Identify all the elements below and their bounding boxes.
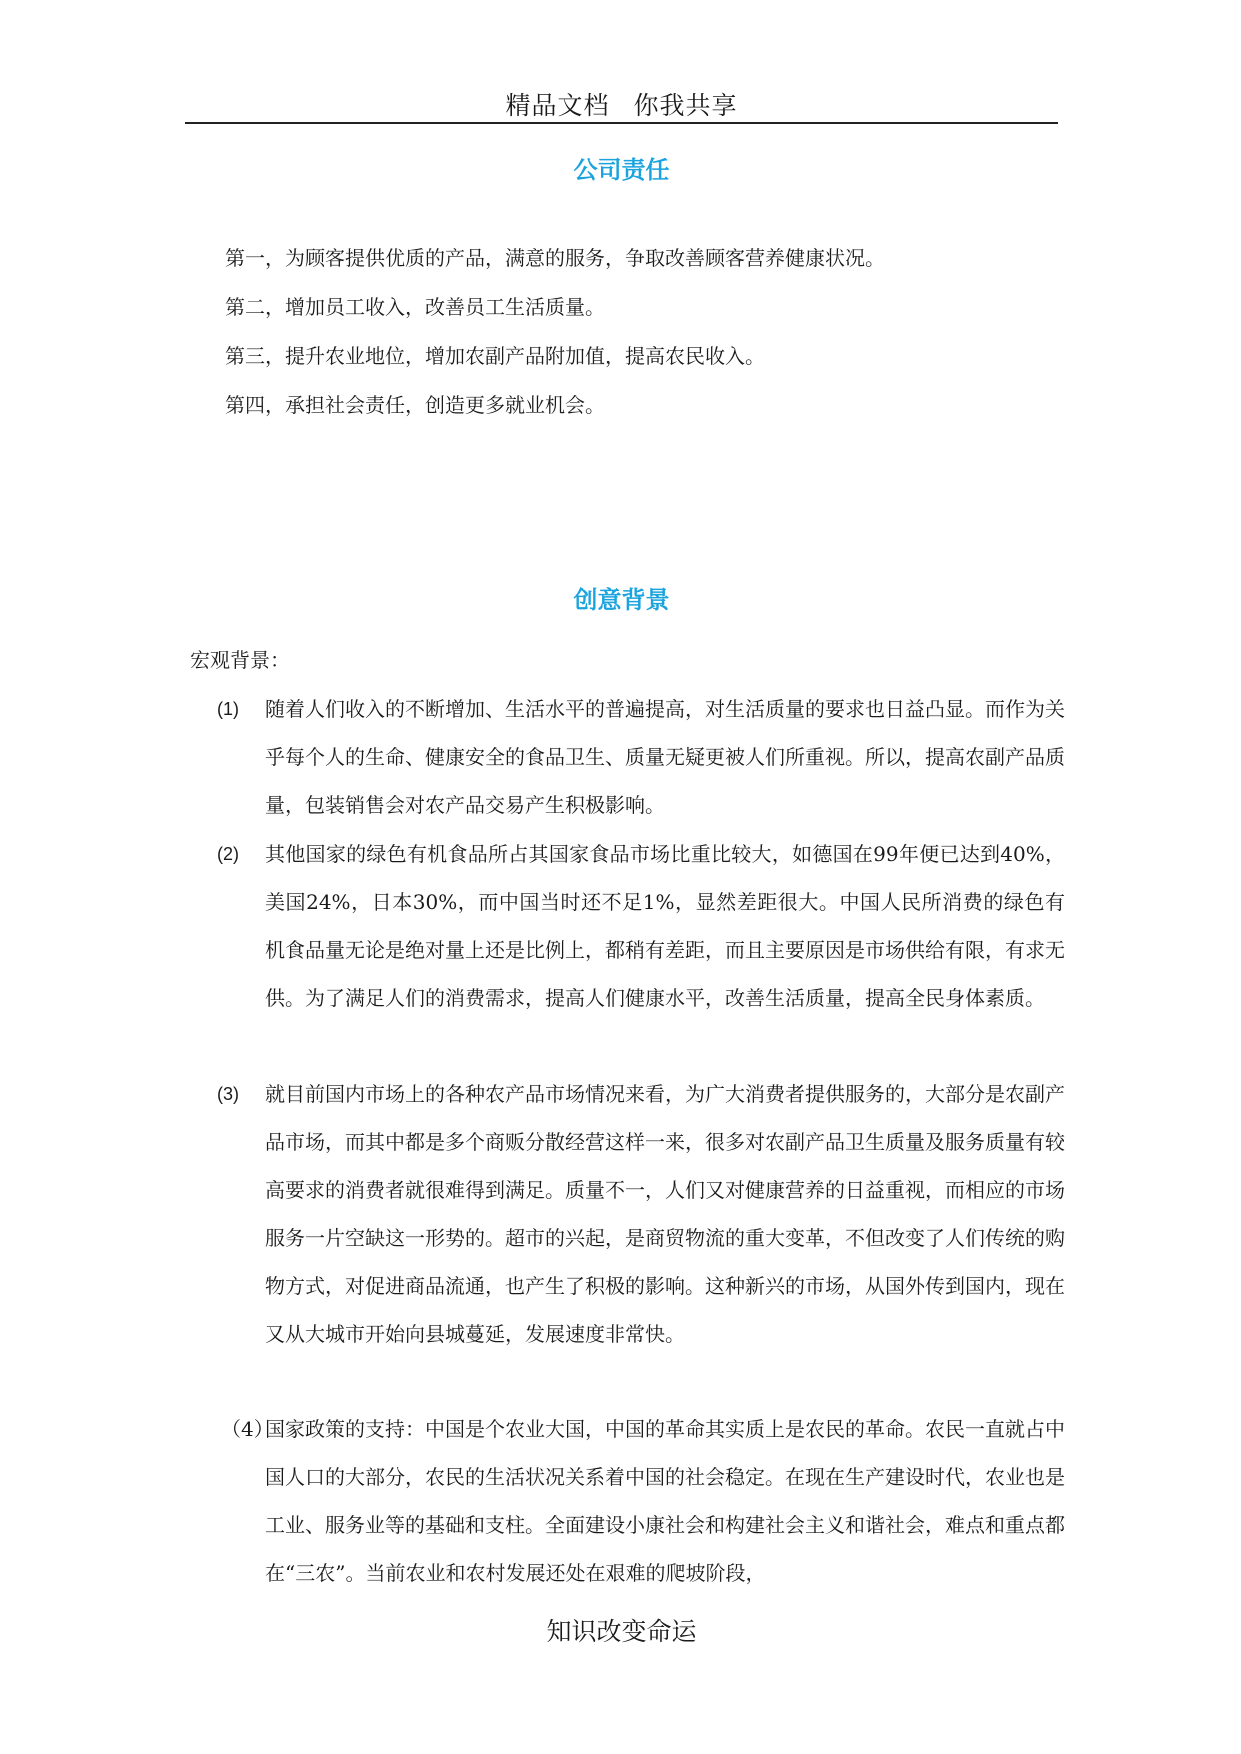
list-item-text: 随着人们收入的不断增加、生活水平的普遍提高，对生活质量的要求也日益凸显。而作为关乎每个人的生命、健康安全的食品卫生、质量无疑更被人们所重视。所以，提高农副产品质量，包装销售会对农产品交易产生积极影响。 — [265, 697, 1065, 817]
list-item — [185, 1070, 1065, 1358]
list-item-number: （4） — [221, 1417, 274, 1441]
list-item — [185, 1405, 1065, 1597]
list-item-text: 就目前国内市场上的各种农产品市场情况来看，为广大消费者提供服务的，大部分是农副产品市场，而其中都是多个商贩分散经营这样一来，很多对农副产品卫生质量及服务质量有较高要求的消费者就很难得到满足。质量不一，人们又对健康营养的日益重视，而相应的市场服务一片空缺这一形势的。超市的兴起，是商贸物流的重大变革，不但改变了人们传统的购物方式，对促进商品流通，也产生了积极的影响。这种新兴的市场，从国外传到国内，现在又从大城市开始向县城蔓延，发展速度非常快。 — [265, 1082, 1065, 1346]
section-title-background: 创意背景 — [573, 586, 670, 614]
responsibility-line-1: 第一，为顾客提供优质的产品，满意的服务，争取改善顾客营养健康状况。 — [225, 246, 885, 270]
macro-background-label: 宏观背景： — [190, 648, 290, 672]
page-header — [185, 86, 1058, 122]
header-left-text: 精品文档 — [505, 91, 610, 120]
page-footer: 知识改变命运 — [546, 1617, 697, 1646]
section-title-responsibility: 公司责任 — [573, 156, 670, 184]
list-item-text: 其他国家的绿色有机食品所占其国家食品市场比重比较大，如德国在99年便已达到40%，美国24%，日本30%，而中国当时还不足1%，显然差距很大。中国人民所消费的绿色有机食品量无论是绝对量上还是比例上，都稍有差距，而且主要原因是市场供给有限，有求无供。为了满足人们的消费需求，提高人们健康水平，改善生活质量，提高全民身体素质。 — [265, 842, 1065, 1010]
list-item — [185, 685, 1065, 829]
list-item-number: (2) — [217, 844, 239, 864]
list-item-text: 国家政策的支持：中国是个农业大国，中国的革命其实质上是农民的革命。农民一直就占中国人口的大部分，农民的生活状况关系着中国的社会稳定。在现在生产建设时代，农业也是工业、服务业等的基础和支柱。全面建设小康社会和构建社会主义和谐社会，难点和重点都在“三农”。当前农业和农村发展还处在艰难的爬坡阶段， — [265, 1417, 1065, 1585]
list-item-number: (3) — [217, 1084, 239, 1104]
responsibility-line-2: 第二，增加员工收入，改善员工生活质量。 — [225, 295, 605, 319]
header-right-text: 你我共享 — [633, 91, 738, 120]
list-item-number: (1) — [217, 699, 239, 719]
responsibility-line-4: 第四，承担社会责任，创造更多就业机会。 — [225, 393, 605, 417]
header-rule — [185, 122, 1058, 124]
list-item — [185, 830, 1065, 1022]
responsibility-line-3: 第三，提升农业地位，增加农副产品附加值，提高农民收入。 — [225, 344, 765, 368]
